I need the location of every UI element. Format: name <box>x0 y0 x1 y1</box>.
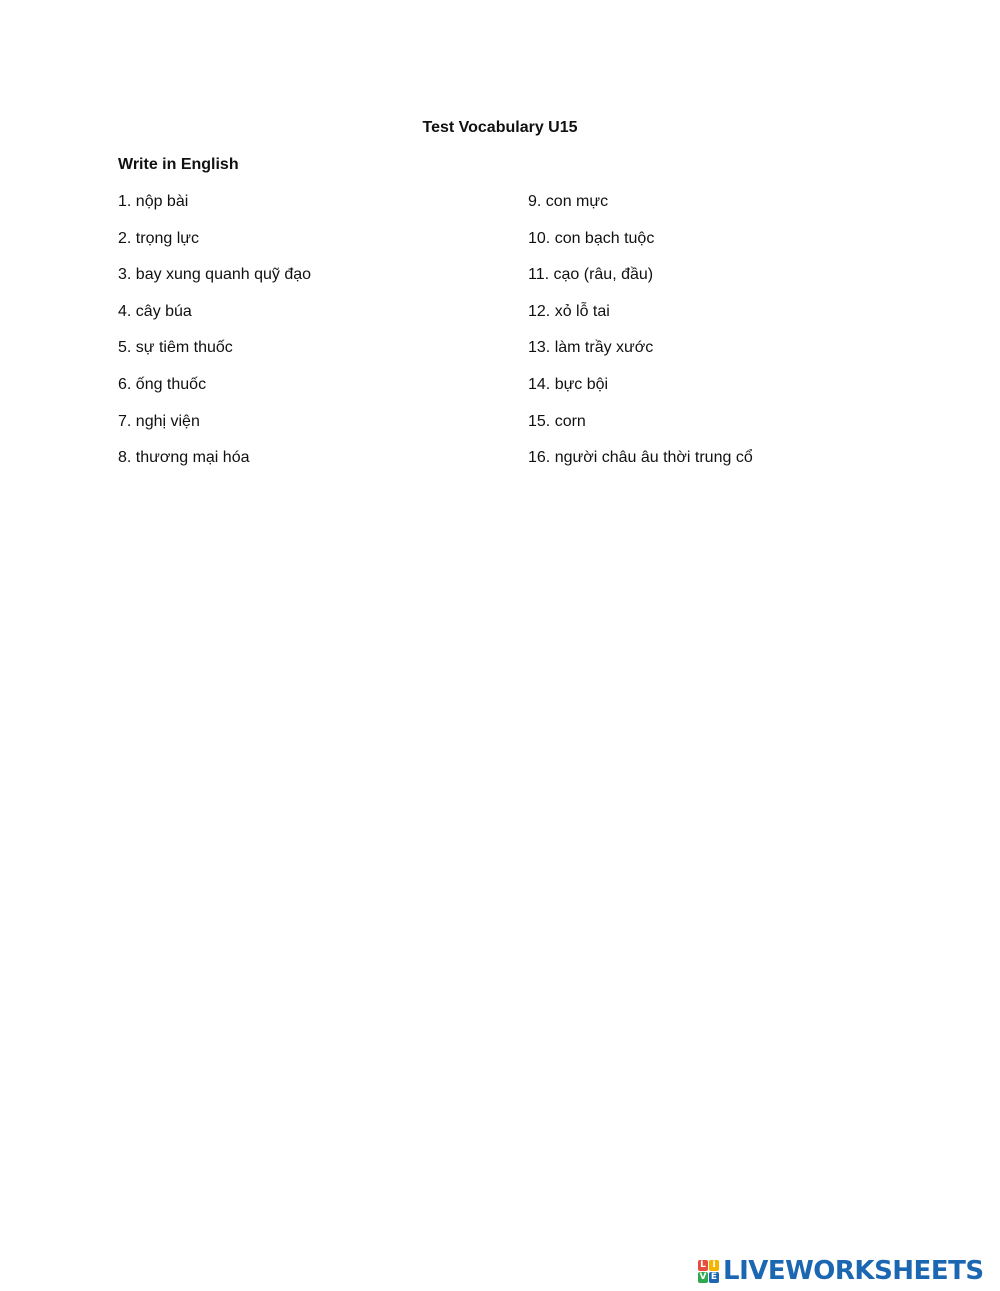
page-title: Test Vocabulary U15 <box>422 119 578 136</box>
logo-tile-l: L <box>698 1260 708 1271</box>
logo-tile-v: V <box>699 1271 707 1282</box>
vocab-item-15: 15. corn <box>528 412 586 430</box>
vocab-item-16: 16. người châu âu thời trung cổ <box>528 449 753 467</box>
liveworksheets-logo-icon <box>698 1260 719 1283</box>
vocab-item-8: 8. thương mại hóa <box>118 449 250 467</box>
liveworksheets-logo <box>698 1256 984 1286</box>
vocab-item-4: 4. cây búa <box>118 302 192 320</box>
vocab-item-10: 10. con bạch tuộc <box>528 229 655 247</box>
vocab-column-right <box>528 192 753 485</box>
vocab-item-9: 9. con mực <box>528 193 609 210</box>
logo-tile-i: I <box>709 1260 719 1271</box>
vocab-item-13: 13. làm trầy xước <box>528 339 654 357</box>
logo-tile-e: E <box>710 1271 718 1282</box>
instruction-heading: Write in English <box>118 156 239 173</box>
vocab-item-12: 12. xỏ lỗ tai <box>528 302 610 320</box>
vocab-item-7: 7. nghị viện <box>118 412 200 430</box>
vocab-column-left <box>118 192 311 485</box>
vocab-item-11: 11. cạo (râu, đầu) <box>528 266 654 284</box>
vocab-item-2: 2. trọng lực <box>118 229 199 247</box>
vocab-item-6: 6. ống thuốc <box>118 375 207 393</box>
vocab-item-3: 3. bay xung quanh quỹ đạo <box>118 266 312 284</box>
vocab-item-14: 14. bực bội <box>528 375 609 393</box>
vocab-item-1: 1. nộp bài <box>118 193 189 210</box>
liveworksheets-logo-text: LIVEWORKSHEETS <box>723 1256 984 1286</box>
vocab-item-5: 5. sự tiêm thuốc <box>118 339 233 357</box>
